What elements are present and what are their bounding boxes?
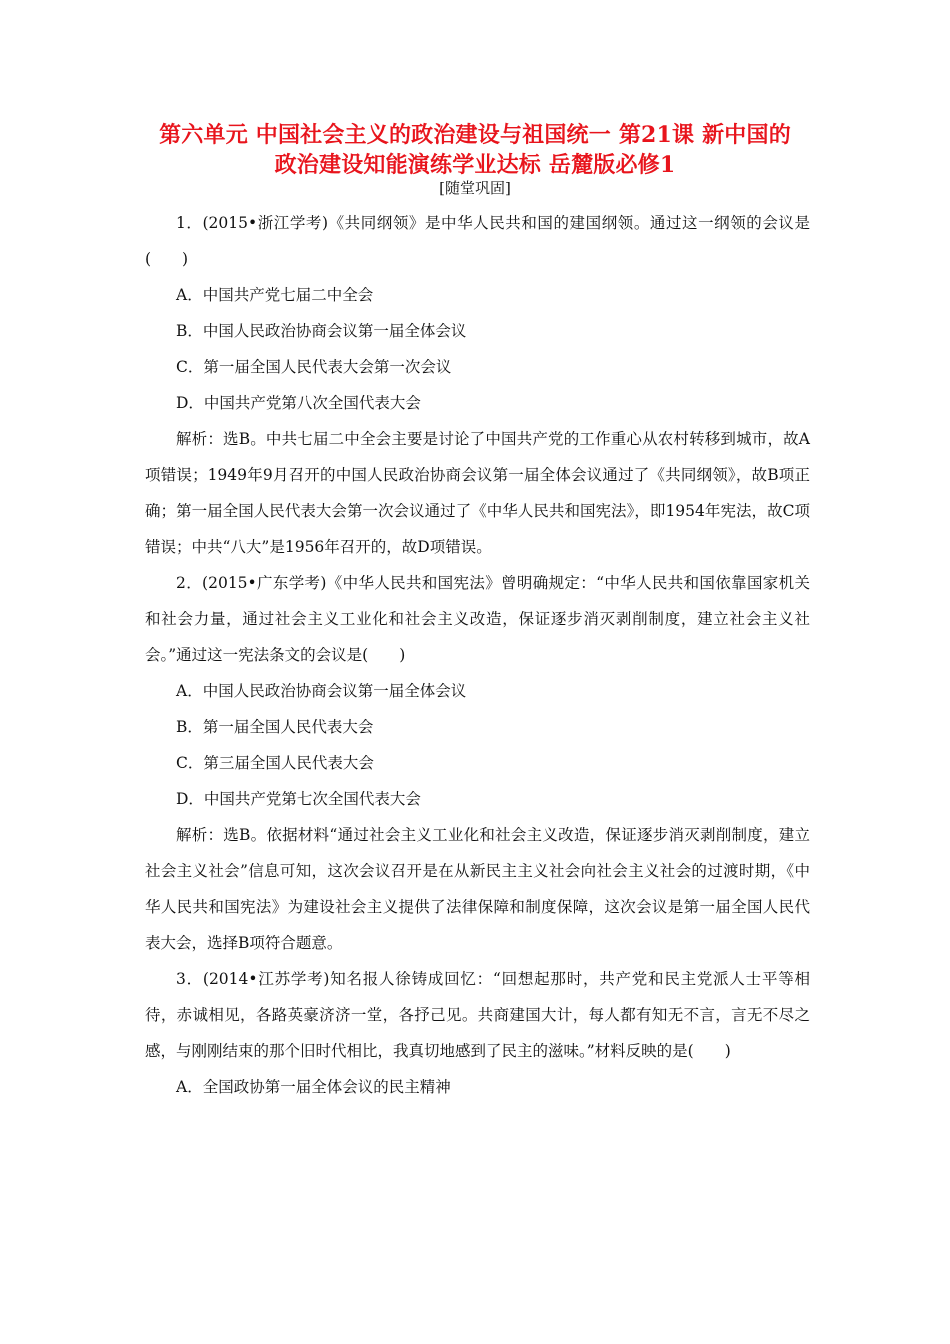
document-body [145,205,810,1105]
question-3-option-a: A．全国政协第一届全体会议的民主精神 [176,1078,451,1096]
question-1-analysis: 解析：选B。中共七届二中全会主要是讨论了中国共产党的工作重心从农村转移到城市，故A项错误；1949年9月召开的中国人民政治协商会议第一届全体会议通过了《共同纲领》，故B项正确；第一届全国人民代表大会第一次会议通过了《中华人民共和国宪法》，即1954年宪法，故C项错误；中共“八大”是1956年召开的，故D项错误。 [145,430,810,556]
question-2-option-b: B．第一届全国人民代表大会 [176,718,374,736]
question-1-option-c: C．第一届全国人民代表大会第一次会议 [176,358,452,376]
question-3-stem: 3．(2014•江苏学考)知名报人徐铸成回忆：“回想起那时，共产党和民主党派人士平等相待，赤诚相见，各路英豪济济一堂，各抒己见。共商建国大计，每人都有知无不言，言无不尽之感，与刚刚结束的那个旧时代相比，我真切地感到了民主的滋味。”材料反映的是( ) [145,970,810,1060]
question-2-analysis: 解析：选B。依据材料“通过社会主义工业化和社会主义改造，保证逐步消灭剥削制度，建立社会主义社会”信息可知，这次会议召开是在从新民主主义社会向社会主义社会的过渡时期，《中华人民共和国宪法》为建设社会主义提供了法律保障和制度保障，这次会议是第一届全国人民代表大会，选择B项符合题意。 [145,826,810,952]
question-1-option-a: A．中国共产党七届二中全会 [176,286,374,304]
question-2-option-a: A．中国人民政治协商会议第一届全体会议 [176,682,467,700]
document-title [130,120,820,180]
title-line-2: 政治建设知能演练学业达标 岳麓版必修1 [274,152,676,178]
question-2-option-d: D．中国共产党第七次全国代表大会 [176,790,421,808]
title-line-1: 第六单元 中国社会主义的政治建设与祖国统一 第21课 新中国的 [159,122,791,148]
section-subtitle: [随堂巩固] [439,179,511,197]
question-1-option-b: B．中国人民政治协商会议第一届全体会议 [176,322,467,340]
question-1-stem: 1．(2015•浙江学考)《共同纲领》是中华人民共和国的建国纲领。通过这一纲领的会议是( ) [145,214,810,268]
question-2-option-c: C．第三届全国人民代表大会 [176,754,374,772]
question-2-stem: 2．(2015•广东学考)《中华人民共和国宪法》曾明确规定：“中华人民共和国依靠国家机关和社会力量，通过社会主义工业化和社会主义改造，保证逐步消灭剥削制度，建立社会主义社会。”通过这一宪法条文的会议是( ) [145,574,810,664]
question-1-option-d: D．中国共产党第八次全国代表大会 [176,394,421,412]
